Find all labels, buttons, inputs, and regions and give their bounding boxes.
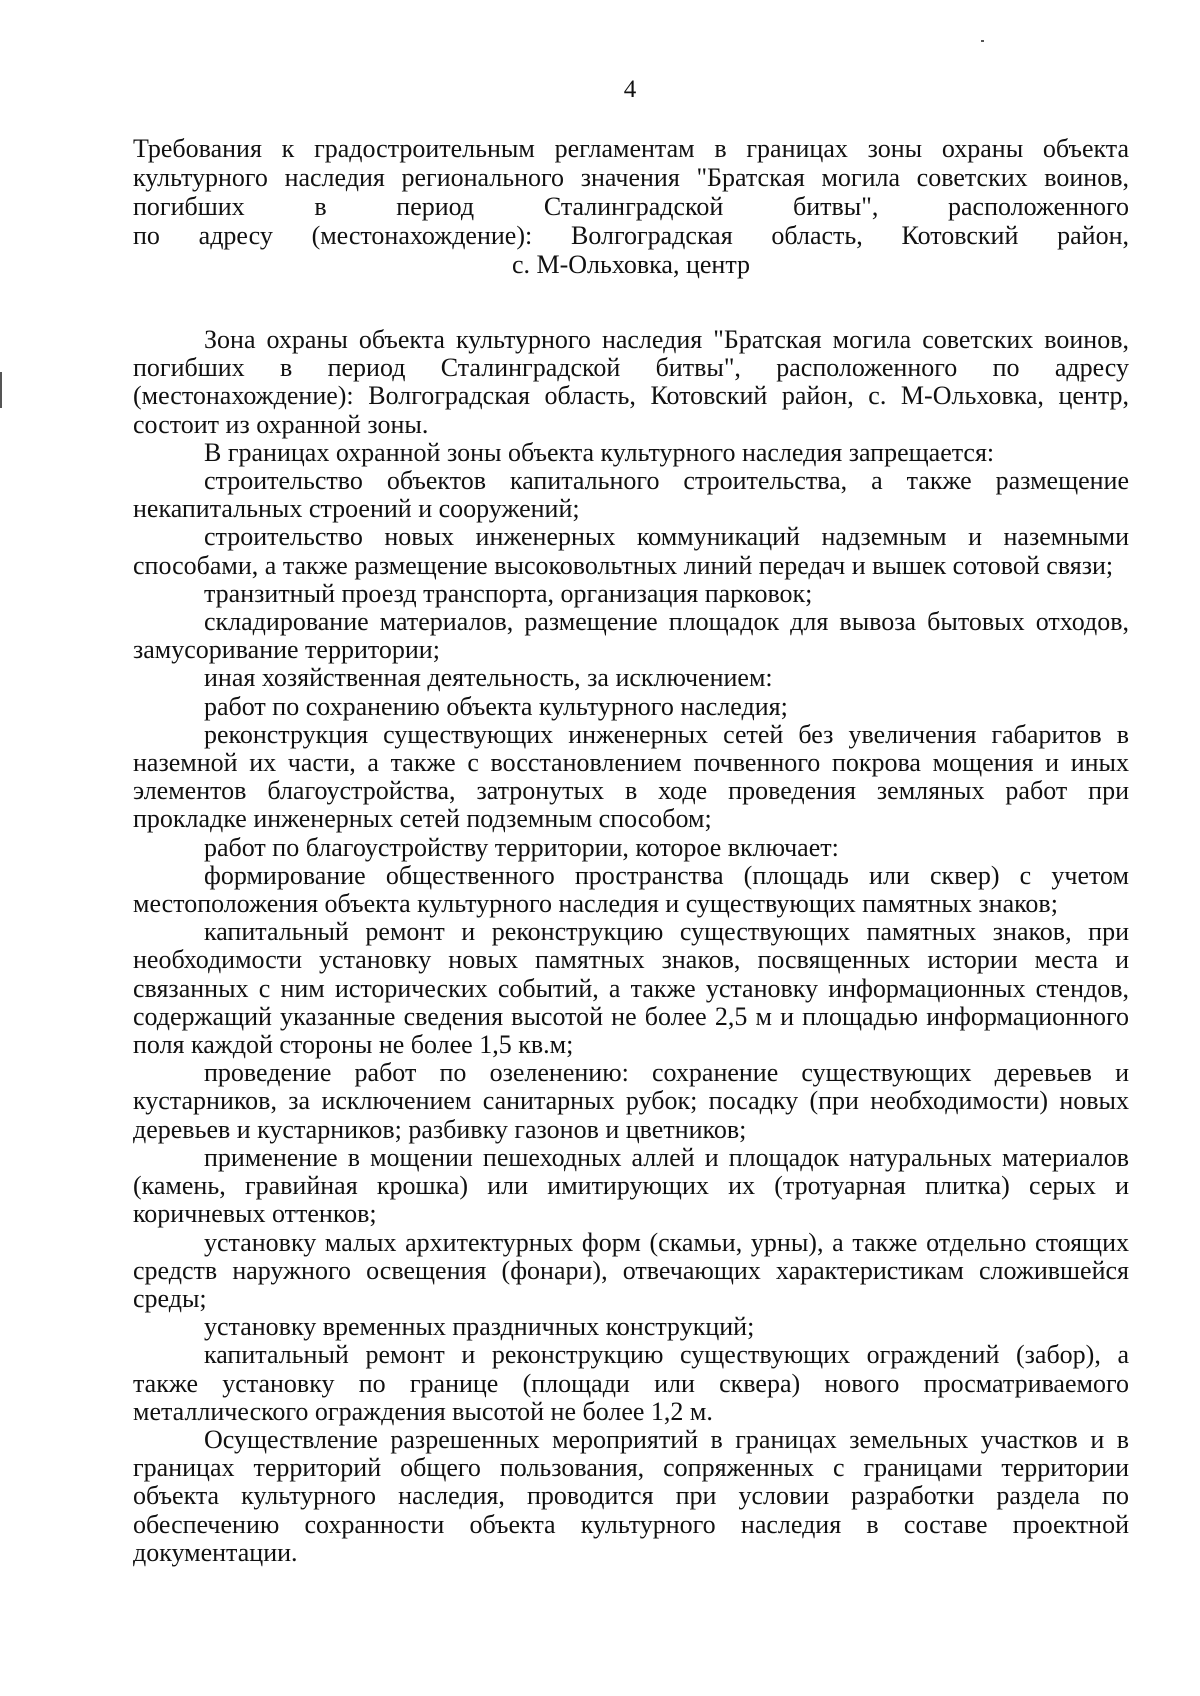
paragraph: капитальный ремонт и реконструкцию существующих ограждений (забор), а также установку по границе (площади или сквера) нового просматриваемого металлического ограждения высотой не более 1,2 м. <box>133 1340 1129 1426</box>
paragraph: применение в мощении пешеходных аллей и площадок натуральных материалов (камень, гравийная крошка) или имитирующих их (тротуарная плитка) серых и коричневых оттенков; <box>133 1142 1129 1229</box>
paragraph: реконструкция существующих инженерных сетей без увеличения габаритов в наземной их части, а также с восстановлением почвенного покрова мощения и иных элементов благоустройства, затронутых в ходе проведения земляных работ при прокладке инженерных сетей подземным способом; <box>133 719 1129 834</box>
title-line: с. М-Ольховка, центр <box>511 250 751 279</box>
title-line: Требования к градостроительным регламентам в границах зоны охраны объекта <box>133 134 1129 163</box>
title-line: погибших в период Сталинградской битвы", расположенного <box>133 192 1129 221</box>
paragraph: капитальный ремонт и реконструкцию существующих памятных знаков, при необходимости установку новых памятных знаков, посвященных истории места и связанных с ним исторических событий, а также установку информационных стендов, содержащий указанные сведения высотой не более 2,5 м и площадью информационного поля каждой стороны не более 1,5 кв.м; <box>133 917 1129 1060</box>
paragraph: строительство новых инженерных коммуникаций надземным и наземными способами, а также размещение высоковольтных линий передач и вышек сотовой связи; <box>133 522 1129 580</box>
paragraph: установку малых архитектурных форм (скамьи, урны), а также отдельно стоящих средств наружного освещения (фонари), отвечающих характеристикам сложившейся среды; <box>133 1227 1129 1313</box>
paragraph: строительство объектов капитального строительства, а также размещение некапитальных строений и сооружений; <box>133 466 1129 524</box>
document-body <box>133 326 1129 1567</box>
paragraph: Зона охраны объекта культурного наследия "Братская могила советских воинов, погибших в период Сталинградской битвы", расположенного по адресу (местонахождение): Волгоградская область, Котовский район, с. М-Ольховка, центр, состоит из охранной зоны. <box>133 325 1129 439</box>
paragraph: иная хозяйственная деятельность, за исключением: <box>204 663 773 693</box>
paragraph: работ по благоустройству территории, которое включает: <box>204 832 839 862</box>
title-line: по адресу (местонахождение): Волгоградская область, Котовский район, <box>133 221 1129 250</box>
scan-mark <box>981 40 984 42</box>
paragraph: складирование материалов, размещение площадок для вывоза бытовых отходов, замусоривание территории; <box>133 607 1129 665</box>
paragraph: установку временных праздничных конструкций; <box>204 1312 755 1342</box>
paragraph: формирование общественного пространства (площадь или сквер) с учетом местоположения объекта культурного наследия и существующих памятных знаков; <box>133 860 1129 919</box>
paragraph: проведение работ по озеленению: сохранение существующих деревьев и кустарников, за исключением санитарных рубок; посадку (при необходимости) новых деревьев и кустарников; разбивку газонов и цветников; <box>133 1058 1129 1144</box>
paragraph: работ по сохранению объекта культурного наследия; <box>204 691 788 721</box>
page-number: 4 <box>623 76 637 103</box>
document-title <box>133 134 1129 279</box>
paragraph: В границах охранной зоны объекта культурного наследия запрещается: <box>204 437 995 467</box>
paragraph: транзитный проезд транспорта, организация парковок; <box>204 578 813 608</box>
title-line: культурного наследия регионального значения "Братская могила советских воинов, <box>133 163 1129 192</box>
scan-mark <box>0 372 2 408</box>
paragraph: Осуществление разрешенных мероприятий в границах земельных участков и в границах территорий общего пользования, сопряженных с границами территории объекта культурного наследия, проводится при условии разработки раздела по обеспечению сохранности объекта культурного наследия в составе проектной документации. <box>133 1424 1129 1567</box>
